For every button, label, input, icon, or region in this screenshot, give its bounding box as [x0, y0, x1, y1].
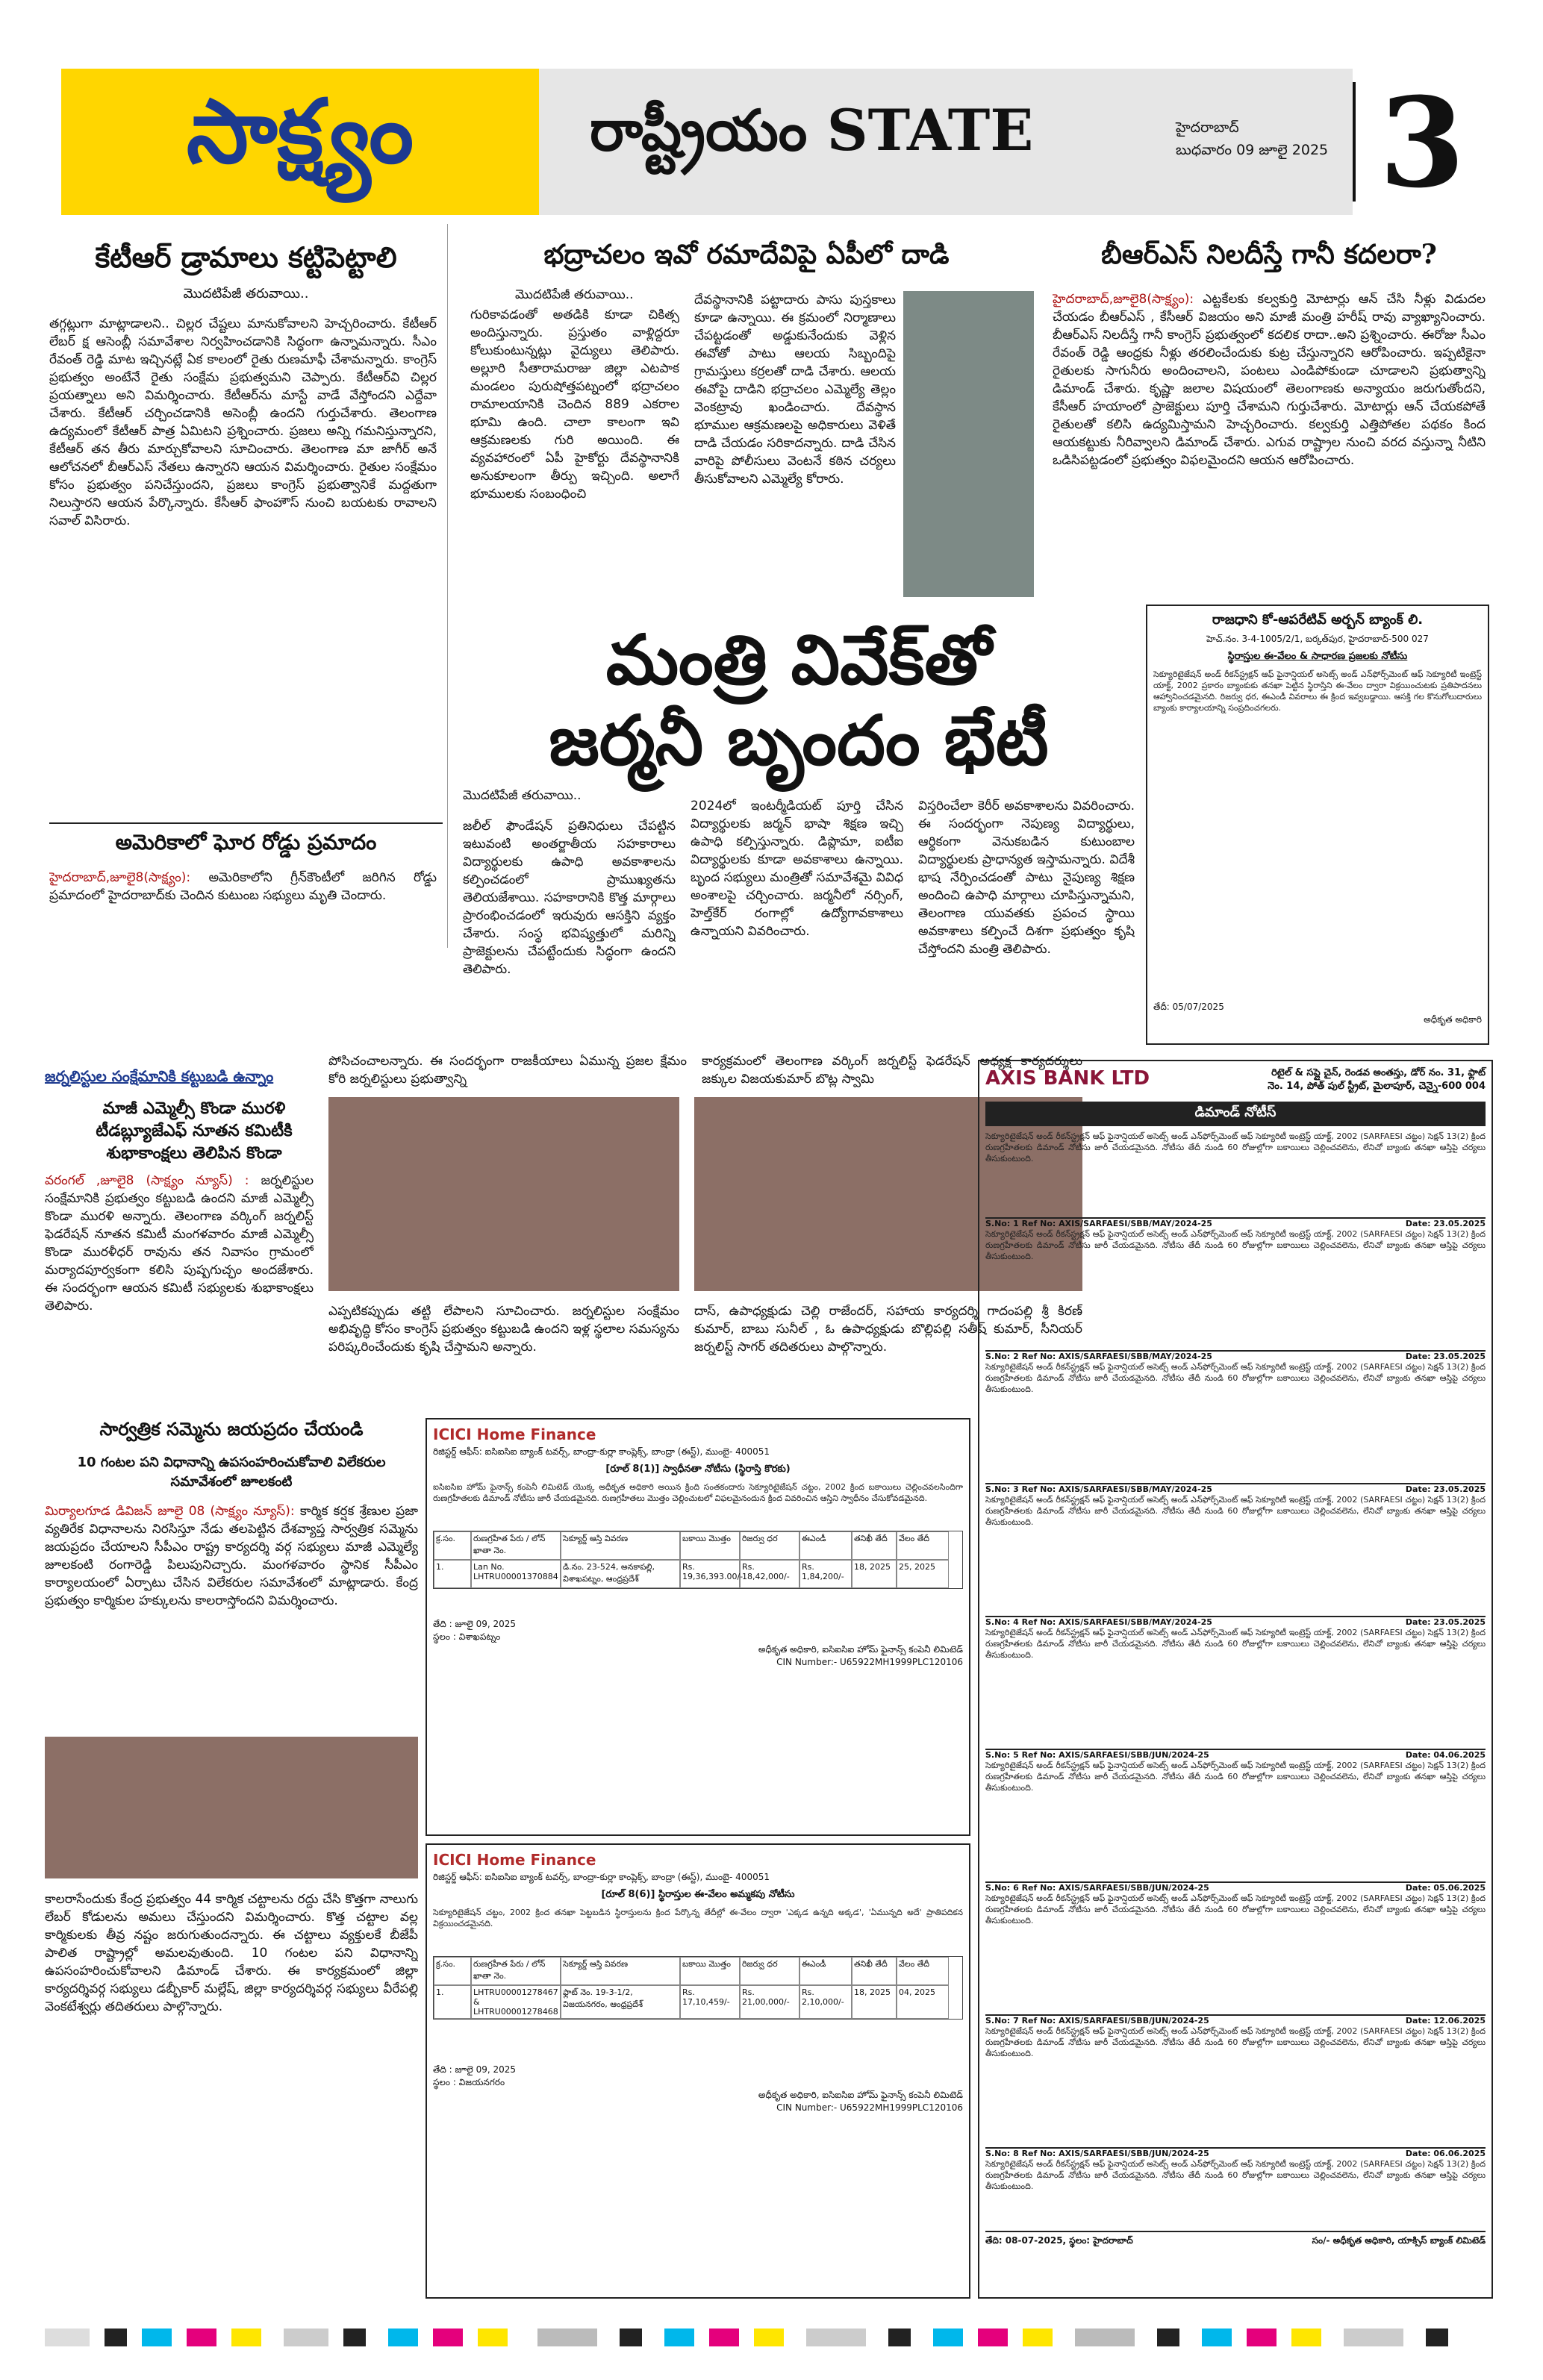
table-cell: డి.నం. 23-524, అనకాపల్లి, విశాఖపట్నం, ఆంధ్రప్రదేశ్	[561, 1560, 680, 1588]
press-meet-photo	[45, 1737, 418, 1878]
table-cell: 1.	[434, 1560, 471, 1588]
edition-date: బుధవారం 09 జూలై 2025	[1176, 142, 1329, 158]
story-strike	[45, 1418, 418, 2299]
headline: మాజీ ఎమ్మెల్సీ కొండా మురళి టీడబ్ల్యూజేఎఫ్ నూతన కమిటీకి శుభాకాంక్షలు తెలిపిన కొండా	[96, 1099, 293, 1163]
ad-icici-2	[426, 1843, 970, 2299]
icici-place: స్థలం : విజయనగరం	[433, 2077, 505, 2087]
table-header: రిజర్వు ధర	[740, 1531, 799, 1560]
entry-body: సెక్యూరిటైజేషన్ అండ్ రీకన్‌స్ట్రక్షన్ ఆఫ్ ఫైనాన్షియల్ అసెట్స్ అండ్ ఎన్‌ఫోర్స్‌మెంట్ ఆఫ్ సెక్యూరిటీ ఇంట్రెస్ట్ యాక్ట్, 2002 (SARFAESI చట్టం) సెక్షన్ 13(2) క్రింద రుణగ్రహీతలకు డిమాండ్ నోటీసు జారీ చేయడమైనది. నోటీసు తేదీ నుండి 60 రోజుల్లోగా బకాయిలు చెల్లించవలెను, లేనిచో బ్యాంకు తనఖా ఆస్తిపై చర్యలు తీసుకుంటుంది.	[985, 1628, 1486, 1660]
table-header: ఈఎండీ	[799, 1957, 852, 1985]
entry-date: Date: 23.05.2025	[1405, 1219, 1486, 1228]
table-cell: Rs. 17,10,459/-	[680, 1985, 740, 2019]
story-ktr	[45, 224, 448, 948]
continued-label: మొదటిపేజీ తరువాయి..	[463, 788, 582, 803]
sub-dateline: హైదరాబాద్,జూలై8(సాక్ష్యం):	[49, 870, 191, 885]
table-cell: ఫ్లాట్ నెం. 19-3-1/2, విజయనగరం, ఆంధ్రప్రదేశ్	[561, 1985, 680, 2019]
icici-table	[433, 1531, 963, 1589]
icici-date: తేది : జూలై 09, 2025	[433, 2064, 517, 2075]
table-header: బకాయి మొత్తం	[680, 1531, 740, 1560]
section-title: రాష్ట్రీయం STATE	[590, 97, 1034, 163]
logo-text: సాక్ష్యం	[186, 79, 414, 183]
icici-office: రిజిస్టర్డ్ ఆఫీస్: ఐసిఐసిఐ బ్యాంక్ టవర్స్, బాంద్రా-కుర్లా కాంప్లెక్స్, బాంద్రా (ఈస్ట్), ముంబై- 400051	[433, 1872, 770, 1882]
table-header: సెక్యూర్డ్ ఆస్తి వివరణ	[561, 1957, 680, 1985]
caption-right: దాస్, ఉపాధ్యక్షుడు చెల్లి రాజేందర్, సహాయ కార్యదర్శి గాదంపల్లి శ్రీ కిరణ్ కుమార్, బాబు సునీల్ , ఓ ఉపాధ్యక్షుడు బొల్లిపల్లి సతీష్ కుమార్, సీనియర్ జర్నలిస్ట్ సాగర్ తదితరులు పాల్గొన్నారు.	[694, 1304, 1082, 1355]
masthead-logo	[61, 69, 539, 215]
notice-body: సెక్యూరిటైజేషన్ అండ్ రీకన్‌స్ట్రక్షన్ ఆఫ్ ఫైనాన్షియల్ అసెట్స్ అండ్ ఎన్‌ఫోర్స్‌మెంట్ ఆఫ్ సెక్యూరిటీ ఇంట్రెస్ట్ యాక్ట్, 2002 ప్రకారం బ్యాంకుకు తనఖా పెట్టిన స్థిరాస్తిని ఈ-వేలం ద్వారా విక్రయించుటకు ప్రతిపాదనలు ఆహ్వానించడమైనది. రిజర్వు ధర, ఈఎండీ వివరాలు ఈ క్రింద ఇవ్వబడ్డాయి. ఆసక్తి గల కొనుగోలుదారులు బ్యాంకు కార్యాలయాన్ని సంప్రదించగలరు.	[1153, 669, 1482, 713]
headline-line-1: మంత్రి వివేక్‌తో	[605, 619, 992, 700]
table-cell: LHTRU00001278467 & LHTRU00001278468	[471, 1985, 561, 2019]
ad-rajadhani-bank	[1146, 605, 1489, 1045]
entry-ref: S.No: 5 Ref No: AXIS/SARFAESI/SBB/JUN/2024-25	[985, 1750, 1209, 1760]
sub-headline: అమెరికాలో ఘోర రోడ్డు ప్రమాదం	[115, 830, 377, 855]
entry-ref: S.No: 4 Ref No: AXIS/SARFAESI/SBB/MAY/2024-25	[985, 1617, 1212, 1627]
icici-cin: CIN Number:- U65922MH1999PLC120106	[776, 2102, 963, 2113]
page-number: 3	[1379, 70, 1465, 215]
table-cell: Lan No. LHTRU00001370884	[471, 1560, 561, 1588]
axis-entry	[985, 1749, 1486, 1881]
top-continuation-2: కార్యక్రమంలో తెలంగాణ వర్కింగ్ జర్నలిస్ట్ ఫెడరేషన్ అధ్యక్ష కార్యదర్శులు జక్కుల విజయకుమార్ బొట్ల స్వామి	[702, 1054, 1082, 1087]
entry-ref: S.No: 7 Ref No: AXIS/SARFAESI/SBB/JUN/2024-25	[985, 2016, 1209, 2026]
entry-body: సెక్యూరిటైజేషన్ అండ్ రీకన్‌స్ట్రక్షన్ ఆఫ్ ఫైనాన్షియల్ అసెట్స్ అండ్ ఎన్‌ఫోర్స్‌మెంట్ ఆఫ్ సెక్యూరిటీ ఇంట్రెస్ట్ యాక్ట్, 2002 (SARFAESI చట్టం) సెక్షన్ 13(2) క్రింద రుణగ్రహీతలకు డిమాండ్ నోటీసు జారీ చేయడమైనది. నోటీసు తేదీ నుండి 60 రోజుల్లోగా బకాయిలు చెల్లించవలెను, లేనిచో బ్యాంకు తనఖా ఆస్తిపై చర్యలు తీసుకుంటుంది.	[985, 2159, 1486, 2191]
axis-footer-sign: సం/- అధీకృత అధికారి, యాక్సిస్ బ్యాంక్ లిమిటెడ్	[1312, 2235, 1486, 2246]
table-header: సెక్యూర్డ్ ఆస్తి వివరణ	[561, 1531, 680, 1560]
axis-entry	[985, 2147, 1486, 2231]
icici-brand: ICICI Home Finance	[433, 1425, 596, 1443]
axis-footer-date: తేది: 08-07-2025, స్థలం: హైదరాబాద్	[985, 2235, 1133, 2246]
icici-signatory: అధీకృత అధికారి, ఐసిఐసిఐ హోమ్ ఫైనాన్స్ కంపెనీ లిమిటెడ్	[758, 2090, 963, 2100]
entry-date: Date: 23.05.2025	[1405, 1617, 1486, 1627]
entry-date: Date: 06.06.2025	[1405, 2149, 1486, 2158]
table-cell: Rs. 2,10,000/-	[799, 1985, 852, 2019]
entry-date: Date: 05.06.2025	[1405, 1883, 1486, 1893]
table-header: క్ర.సం.	[434, 1531, 471, 1560]
icici-body: ఐసిఐసిఐ హోమ్ ఫైనాన్స్ కంపెనీ లిమిటెడ్ యొక్క అధీకృత అధికారి అయిన క్రింది సంతకందారు సెక్యూరిటైజేషన్ చట్టం, 2002 క్రింద బకాయిలు చెల్లించవలసిందిగా రుణగ్రహీతలకు డిమాండ్ నోటీసు జారీ చేయడమైనది. రుణగ్రహీతలు మొత్తం చెల్లించుటలో విఫలమైనందున క్రింద వివరించిన ఆస్తిని స్వాధీనం చేసుకోవడమైనది.	[433, 1482, 963, 1503]
table-header: రిజర్వు ధర	[740, 1957, 799, 1985]
entry-body: సెక్యూరిటైజేషన్ అండ్ రీకన్‌స్ట్రక్షన్ ఆఫ్ ఫైనాన్షియల్ అసెట్స్ అండ్ ఎన్‌ఫోర్స్‌మెంట్ ఆఫ్ సెక్యూరిటీ ఇంట్రెస్ట్ యాక్ట్, 2002 (SARFAESI చట్టం) సెక్షన్ 13(2) క్రింద రుణగ్రహీతలకు డిమాండ్ నోటీసు జారీ చేయడమైనది. నోటీసు తేదీ నుండి 60 రోజుల్లోగా బకాయిలు చెల్లించవలెను, లేనిచో బ్యాంకు తనఖా ఆస్తిపై చర్యలు తీసుకుంటుంది.	[985, 1362, 1486, 1394]
axis-entry	[985, 2014, 1486, 2147]
icici-table	[433, 1956, 963, 2020]
entry-date: Date: 23.05.2025	[1405, 1352, 1486, 1361]
continued-label: మొదటిపేజీ తరువాయి..	[183, 286, 309, 302]
table-header: ఈఎండీ	[799, 1531, 852, 1560]
ad-icici-1	[426, 1418, 970, 1836]
entry-body: సెక్యూరిటైజేషన్ అండ్ రీకన్‌స్ట్రక్షన్ ఆఫ్ ఫైనాన్షియల్ అసెట్స్ అండ్ ఎన్‌ఫోర్స్‌మెంట్ ఆఫ్ సెక్యూరిటీ ఇంట్రెస్ట్ యాక్ట్, 2002 (SARFAESI చట్టం) సెక్షన్ 13(2) క్రింద రుణగ్రహీతలకు డిమాండ్ నోటీసు జారీ చేయడమైనది. నోటీసు తేదీ నుండి 60 రోజుల్లోగా బకాయిలు చెల్లించవలెను, లేనిచో బ్యాంకు తనఖా ఆస్తిపై చర్యలు తీసుకుంటుంది.	[985, 1229, 1486, 1261]
article-body-2: కాలరాసేందుకు కేంద్ర ప్రభుత్వం 44 కార్మిక చట్టాలను రద్దు చేసి కొత్తగా నాలుగు లేబర్ కోడులను అమలు చేస్తుందని విమర్శించారు. కొత్త చట్టాల వల్ల కార్మికులకు తీవ్ర నష్టం జరుగుతుందన్నారు. ఈ చట్టాలు వ్యక్తులకే బీజేపీ పాలిత రాష్ట్రాల్లో అమలవుతుంది. 10 గంటల పని విధానాన్ని ఉపసంహరించుకోవాలని డిమాండ్ చేశారు. ఈ కార్యక్రమంలో జిల్లా కార్యదర్శివర్గ సభ్యులు డబ్బీకార్ మల్లేష్, జిల్లా కార్యదర్శివర్గ సభ్యులు వీరేపల్లి వెంకటేశ్వర్లు తదితరులు పాల్గొన్నారు.	[45, 1892, 418, 2014]
entry-date: Date: 12.06.2025	[1405, 2016, 1486, 2026]
journalists-photo-1	[328, 1097, 679, 1291]
entry-body: సెక్యూరిటైజేషన్ అండ్ రీకన్‌స్ట్రక్షన్ ఆఫ్ ఫైనాన్షియల్ అసెట్స్ అండ్ ఎన్‌ఫోర్స్‌మెంట్ ఆఫ్ సెక్యూరిటీ ఇంట్రెస్ట్ యాక్ట్, 2002 (SARFAESI చట్టం) సెక్షన్ 13(2) క్రింద రుణగ్రహీతలకు డిమాండ్ నోటీసు జారీ చేయడమైనది. నోటీసు తేదీ నుండి 60 రోజుల్లోగా బకాయిలు చెల్లించవలెను, లేనిచో బ్యాంకు తనఖా ఆస్తిపై చర్యలు తీసుకుంటుంది.	[985, 1761, 1486, 1793]
icici-notice: [రూల్ 8(1)] స్వాధీనతా నోటీసు (స్థిరాస్తి కొరకు)	[605, 1464, 791, 1475]
entry-date: Date: 23.05.2025	[1405, 1484, 1486, 1494]
table-cell: 18, 2025	[852, 1560, 897, 1588]
table-header: రుణగ్రహీత పేరు / లోన్ ఖాతా నెం.	[471, 1531, 561, 1560]
icici-office: రిజిస్టర్డ్ ఆఫీస్: ఐసిఐసిఐ బ్యాంక్ టవర్స్, బాంద్రా-కుర్లా కాంప్లెక్స్, బాంద్రా (ఈస్ట్), ముంబై- 400051	[433, 1446, 770, 1457]
column-1: జలీల్ ఫౌండేషన్ ప్రతినిధులు చేపట్టిన ఇటువంటి అంతర్జాతీయ సహకారాలు విద్యార్థులకు ఉపాధి అవకాశాలను కల్పించడంలో ప్రాముఖ్యతను తెలియజేశాయి. సహకారానికి కొత్త మార్గాలు ప్రారంభించడంలో ఇరువురు ఆసక్తిని వ్యక్తం చేశారు. సంస్థ భవిష్యత్తులో మరిన్ని ప్రాజెక్టులను చేపట్టేందుకు సిద్ధంగా ఉందని తెలిపారు.	[463, 819, 676, 977]
axis-notice-title: డిమాండ్ నోటీస్	[985, 1102, 1486, 1126]
icici-body: సెక్యూరిటైజేషన్ చట్టం, 2002 క్రింద తనఖా పెట్టబడిన స్థిరాస్తులను క్రింద పేర్కొన్న తేదీల్లో ఈ-వేలం ద్వారా 'ఎక్కడ ఉన్నది అక్కడ', 'ఏమున్నది అదే' ప్రాతిపదికన విక్రయించడమైనది.	[433, 1908, 963, 1928]
table-cell: 1.	[434, 1985, 471, 2019]
notice-signatory: అధీకృత అధికారి	[1424, 1014, 1482, 1025]
icici-signatory: అధీకృత అధికారి, ఐసిఐసిఐ హోమ్ ఫైనాన్స్ కంపెనీ లిమిటెడ్	[758, 1644, 963, 1655]
entry-date: Date: 04.06.2025	[1405, 1750, 1486, 1760]
top-continuation: పోసిచంచాలన్నారు. ఈ సందర్భంగా రాజకీయాలు ఏమున్న ప్రజల క్షేమం కోరి జర్నలిస్టులు ప్రభుత్వాన్ని	[328, 1054, 687, 1087]
icici-cin: CIN Number:- U65922MH1999PLC120106	[776, 1657, 963, 1667]
axis-entry	[985, 1881, 1486, 2014]
column-1: గురికావడంతో అతడికి కూడా చికిత్స అందిస్తున్నారు. ప్రస్తుతం వాళ్లిద్దరూ కోలుకుంటున్నట్లు వైద్యులు తెలిపారు. అల్లూరి సీతారామరాజు జిల్లా ఎటపాక మండలం పురుషోత్తపట్నంలో భద్రాచలం రామాలయానికి చెందిన 889 ఎకరాల భూమి ఉంది. చాలా కాలంగా ఇవి ఆక్రమణలకు గురి అయింది. ఈ వ్యవహారంలో ఏపీ హైకోర్టు దేవస్థానానికి అనుకూలంగా తీర్పు ఇచ్చింది. అలాగే భూములకు సంబంధించి	[470, 307, 679, 502]
table-cell: 25, 2025	[897, 1560, 949, 1588]
table-cell: Rs. 19,36,393.00/-	[680, 1560, 740, 1588]
headline: కేటీఆర్ డ్రామాలు కట్టిపెట్టాలి	[95, 240, 397, 274]
table-header: తనిఖీ తేదీ	[852, 1531, 897, 1560]
icici-place: స్థలం : విశాఖపట్నం	[433, 1631, 501, 1642]
story-bhadrachalam	[455, 224, 1038, 612]
bank-title: రాజధాని కో-ఆపరేటివ్ అర్బన్ బ్యాంక్ లి.	[1212, 612, 1424, 628]
table-header: వేలం తేదీ	[897, 1531, 949, 1560]
sub-body: అమెరికాలోని గ్రీన్‌కౌంటీలో జరిగిన రోడ్డు ప్రమాదంలో హైదరాబాద్‌కు చెందిన కుటుంబ సభ్యులు మృతి చెందారు.	[49, 870, 437, 903]
axis-brand: AXIS BANK LTD	[985, 1067, 1150, 1090]
entry-ref: S.No: 3 Ref No: AXIS/SARFAESI/SBB/MAY/2024-25	[985, 1484, 1212, 1494]
axis-entry	[985, 1616, 1486, 1749]
dateline: మిర్యాలగూడ డివిజన్ జూలై 08 (సాక్ష్యం న్యూస్):	[45, 1504, 295, 1519]
axis-body: సెక్యూరిటైజేషన్ అండ్ రీకన్‌స్ట్రక్షన్ ఆఫ్ ఫైనాన్షియల్ అసెట్స్ అండ్ ఎన్‌ఫోర్స్‌మెంట్ ఆఫ్ సెక్యూరిటీ ఇంట్రెస్ట్ యాక్ట్, 2002 (SARFAESI చట్టం) సెక్షన్ 13(2) క్రింద రుణగ్రహీతలకు డిమాండ్ నోటీసు జారీ చేయడమైనది. నోటీసు తేదీ నుండి 60 రోజుల్లోగా బకాయిలు చెల్లించవలెను, లేనిచో బ్యాంకు తనఖా ఆస్తిపై చర్యలు తీసుకుంటుంది.	[985, 1131, 1486, 1164]
entry-ref: S.No: 1 Ref No: AXIS/SARFAESI/SBB/MAY/2024-25	[985, 1219, 1212, 1228]
caption-left: ఎప్పటికప్పుడు తట్టి లేపాలని సూచించారు. జర్నలిస్టుల సంక్షేమం అభివృద్ధి కోసం కాంగ్రెస్ ప్రభుత్వం కట్టుబడి ఉందని ఇళ్ల స్థలాల సమస్యను పరిష్కరించేందుకు కృషి చేస్తామని అన్నారు.	[328, 1304, 679, 1355]
crowd-photo	[903, 291, 1034, 597]
headline: బీఆర్ఎస్ నిలదీస్తే గానీ కదలరా?	[1101, 239, 1437, 270]
table-header: రుణగ్రహీత పేరు / లోన్ ఖాతా నెం.	[471, 1957, 561, 1985]
notice-title: స్థిరాస్తుల ఈ-వేలం & సాధారణ ప్రజలకు నోటీసు	[1227, 651, 1408, 662]
table-header: తనిఖీ తేదీ	[852, 1957, 897, 1985]
sub-headline: 10 గంటల పని విధానాన్ని ఉపసంహరించుకోవాలి విలేకరుల సమావేశంలో జూలకంటి	[77, 1455, 386, 1490]
table-header: బకాయి మొత్తం	[680, 1957, 740, 1985]
column-2: దేవస్థానానికి పట్టాదారు పాసు పుస్తకాలు కూడా ఉన్నాయి. ఈ క్రమంలో నిర్మాణాలు చేపట్టడంతో అడ్డుకునేందుకు వెళ్లిన ఈవోతో పాటు ఆలయ సిబ్బందిపై గ్రామస్తులు కర్రలతో దాడి చేశారు. ఆలయ ఈవోపై దాడిని భద్రాచలం ఎమ్మెల్యే తెల్లం వెంకట్రావు ఖండించారు. దేవస్థాన భూముల ఆక్రమణలపై అధికారులు వెళితే దాడి చేయడం సరికాదన్నారు. దాడి చేసిన వారిపై పోలీసులు వెంటనే కఠిన చర్యలు తీసుకోవాలని ఎమ్మెల్యే కోరారు.	[694, 293, 896, 487]
story-journalists	[45, 1052, 1090, 1411]
story-vivek	[455, 619, 1142, 1045]
axis-branch: రిటైల్ & సప్లై చైన్, రెండవ అంతస్తు, డోర్ నం. 31, ఫ్లాట్ నెం. 14, పోత్ పుల్ స్ట్రీట్, మైలాపూర్, చెన్నై-600 004	[1268, 1067, 1486, 1092]
notice-date: తేదీ: 05/07/2025	[1153, 1002, 1224, 1012]
column-3: విస్తరించేలా కెరీర్ అవకాశాలను వివరించారు. ఈ సందర్భంగా నెపుణ్య విద్యార్థులు, ఆర్థికంగా వెనుకబడిన కుటుంబాల విద్యార్థులకు ప్రాధాన్యత ఇస్తామన్నారు. విదేశీ భాష నేర్పించడంతో పాటు నైపుణ్య శిక్షణ అందించి ఉపాధి మార్గాలు చూపిస్తున్నామని, తెలంగాణ యువతకు ప్రపంచ స్థాయి అవకాశాలు కల్పించే దిశగా ప్రభుత్వం కృషి చేస్తోందని మంత్రి తెలిపారు.	[918, 799, 1135, 957]
entry-body: సెక్యూరిటైజేషన్ అండ్ రీకన్‌స్ట్రక్షన్ ఆఫ్ ఫైనాన్షియల్ అసెట్స్ అండ్ ఎన్‌ఫోర్స్‌మెంట్ ఆఫ్ సెక్యూరిటీ ఇంట్రెస్ట్ యాక్ట్, 2002 (SARFAESI చట్టం) సెక్షన్ 13(2) క్రింద రుణగ్రహీతలకు డిమాండ్ నోటీసు జారీ చేయడమైనది. నోటీసు తేదీ నుండి 60 రోజుల్లోగా బకాయిలు చెల్లించవలెను, లేనిచో బ్యాంకు తనఖా ఆస్తిపై చర్యలు తీసుకుంటుంది.	[985, 1495, 1486, 1527]
icici-date: తేది : జూలై 09, 2025	[433, 1619, 517, 1629]
table-cell: Rs. 18,42,000/-	[740, 1560, 799, 1588]
axis-entry	[985, 1483, 1486, 1616]
table-cell: 04, 2025	[897, 1985, 949, 2019]
table-cell: Rs. 1,84,200/-	[799, 1560, 852, 1588]
headline: భద్రాచలం ఇవో రమాదేవిపై ఏపీలో దాడి	[543, 239, 950, 270]
table-header: క్ర.సం.	[434, 1957, 471, 1985]
axis-entry	[985, 1350, 1486, 1483]
headline: సార్వత్రిక సమ్మెను జయప్రదం చేయండి	[99, 1418, 364, 1440]
print-registration-strip	[45, 2329, 1500, 2346]
icici-brand: ICICI Home Finance	[433, 1851, 596, 1869]
kicker: జర్నలిస్టుల సంక్షేమానికి కట్టుబడి ఉన్నాం	[45, 1067, 274, 1085]
article-body: ఎట్టకేలకు కల్వకుర్తి మోటార్లు ఆన్ చేసి నీళ్లు విడుదల చేయడం బీఆర్ఎస్ , కేసీఆర్ విజయం అని మాజీ మంత్రి హరీష్ రావు వ్యాఖ్యానించారు. బీఆర్ఎస్ నిలదీస్తే గానీ కాంగ్రెస్ ప్రభుత్వంలో కదలిక రాదా..అని ప్రశ్నించారు. ఈరోజు సీఎం రేవంత్ రెడ్డి ఆంధ్రకు నీళ్లు తరలించేందుకు కుట్ర చేస్తున్నారని ఆరోపించారు. ఇప్పటికైనా రైతులకు సాగునీరు అందించాలని, పంటలు ఎండిపోకుండా చూడాలని ప్రభుత్వాన్ని డిమాండ్ చేశారు. కృష్ణా జలాల విషయంలో తెలంగాణకు అన్యాయం జరుగుతోందని, కేసీఆర్ హయాంలో ప్రాజెక్టులు పూర్తి చేశామని గుర్తుచేశారు. మోటార్లు ఆన్ చేయకపోతే రైతులతో కలిసి ఉద్యమిస్తామని హెచ్చరించారు. కల్వకుర్తి ఎత్తిపోతల పథకం కింద ఆయకట్టుకు నీరివ్వాలని డిమాండ్ చేశారు. ఎగువ రాష్ట్రాల నుంచి వరద వస్తున్నా నీటిని ఒడిసిపట్టడంలో ప్రభుత్వం విఫలమైందని ఆయన ఆరోపించారు.	[1053, 292, 1486, 468]
article-body: కార్మిక కర్షక శ్రేణుల ప్రజా వ్యతిరేక విధానాలను నిరసిస్తూ నేడు తలపెట్టిన దేశవ్యాప్త సార్వత్రిక సమ్మెను జయప్రదం చేయాలని సీపీఎం రాష్ట్ర కార్యదర్శి వర్గ సభ్యులు మాజీ ఎమ్మెల్యే జూలకంటి రంగారెడ్డి పిలుపునిచ్చారు. మంగళవారం స్థానిక సీపీఎం కార్యాలయంలో ఏర్పాటు చేసిన విలేకరుల సమావేశంలో మాట్లాడారు. కేంద్ర ప్రభుత్వం కార్మికుల హక్కులను కాలరాస్తోందని విమర్శించారు.	[45, 1504, 418, 1608]
entry-ref: S.No: 8 Ref No: AXIS/SARFAESI/SBB/JUN/2024-25	[985, 2149, 1209, 2158]
entry-ref: S.No: 6 Ref No: AXIS/SARFAESI/SBB/JUN/2024-25	[985, 1883, 1209, 1893]
entry-body: సెక్యూరిటైజేషన్ అండ్ రీకన్‌స్ట్రక్షన్ ఆఫ్ ఫైనాన్షియల్ అసెట్స్ అండ్ ఎన్‌ఫోర్స్‌మెంట్ ఆఫ్ సెక్యూరిటీ ఇంట్రెస్ట్ యాక్ట్, 2002 (SARFAESI చట్టం) సెక్షన్ 13(2) క్రింద రుణగ్రహీతలకు డిమాండ్ నోటీసు జారీ చేయడమైనది. నోటీసు తేదీ నుండి 60 రోజుల్లోగా బకాయిలు చెల్లించవలెను, లేనిచో బ్యాంకు తనఖా ఆస్తిపై చర్యలు తీసుకుంటుంది.	[985, 1893, 1486, 1925]
table-header: వేలం తేదీ	[897, 1957, 949, 1985]
dateline: హైదరాబాద్,జూలై8(సాక్ష్యం):	[1053, 292, 1194, 307]
icici-notice: [రూల్ 8(6)] స్థిరాస్తుల ఈ-వేలం అమ్మకపు నోటీసు	[601, 1889, 795, 1900]
edition-city: హైదరాబాద్	[1176, 119, 1239, 136]
ad-axis-bank	[978, 1060, 1493, 2299]
axis-entry	[985, 1217, 1486, 1350]
headline-line-2: జర్మనీ బృందం భేటీ	[549, 700, 1049, 781]
article-body: తగ్గట్లుగా మాట్లాడాలని.. చిల్లర చేష్టలు మానుకోవాలని హెచ్చరించారు. కేటీఆర్ లేబర్ క్ష ఆసెంబ్లీ సమావేశాల నిర్వహించడానికి సిద్ధంగా ఉన్నామన్నారు. సీఎం రేవంత్ రెడ్డి మాట ఇచ్చినట్లే ఏక కాలంలో రైతు రుణమాఫీ చేశామన్నారు. కాంగ్రెస్ ప్రభుత్వం అంటేనే రైతు సంక్షేమ ప్రభుత్వమని చెప్పారు. కేటీఆర్‌వి చిల్లర ప్రయత్నాలు అని విమర్శించారు. కేటీఆర్‌ను మాస్టే వాడే వేస్తోందని ఎద్దేవా చేశారు. కేటీఆర్ చర్చించడానికి అసెంబ్లీ ఉందని గుర్తుచేశారు. తెలంగాణ ఉద్యమంలో కేటీఆర్ పాత్ర ఏమిటని ప్రశ్నించారు. ప్రజలు అన్ని గమనిస్తున్నారని, కేటీఆర్ తన తీరు మార్చుకోవాలని సూచించారు. తెలంగాణ మా జాగీర్ అనే ఆలోచనలో బీఆర్ఎస్ నేతలు ఉన్నారని ఆయన విమర్శించారు. రైతుల సంక్షేమం కోసం ప్రభుత్వం పనిచేస్తుందని, ప్రజలు కాంగ్రెస్ ప్రభుత్వానికే మద్దతుగా నిలుస్తారని ఆయన పేర్కొన్నారు. కేసీఆర్ ఫాంహౌస్ నుంచి బయటకు రావాలని సవాల్ విసిరారు.	[49, 316, 437, 528]
article-body: జర్నలిస్టుల సంక్షేమానికి ప్రభుత్వం కట్టుబడి ఉందని మాజీ ఎమ్మెల్సీ కొండా మురళి అన్నారు. తెలంగాణ వర్కింగ్ జర్నలిస్ట్ ఫెడరేషన్ నూతన కమిటీ మంగళవారం మాజీ ఎమ్మెల్సీ కొండా మురళీధర్ రావును తన నివాసం గ్రామంలో మర్యాదపూర్వకంగా కలిసి పుష్పగుచ్ఛం అందజేశారు. ఈ సందర్భంగా ఆయన కమిటీ సభ్యులకు శుభాకాంక్షలు తెలిపారు.	[45, 1173, 314, 1314]
column-2: 2024లో ఇంటర్మీడియట్ పూర్తి చేసిన విద్యార్థులకు జర్మన్ భాషా శిక్షణ ఇచ్చి ఉపాధి కల్పిస్తున్నారు. డిప్లొమా, ఐటీఐ విద్యార్థులకు కూడా అవకాశాలు ఉన్నాయి. బృంద సభ్యులు మంత్రితో సమావేశమై వివిధ అంశాలపై చర్చించారు. జర్మనీలో నర్సింగ్, హెల్త్‌కేర్ రంగాల్లో ఉద్యోగావకాశాలు ఉన్నాయని వివరించారు.	[691, 799, 903, 939]
continued-label: మొదటిపేజీ తరువాయి..	[515, 287, 634, 302]
story-brs	[1045, 224, 1493, 597]
dateline: వరంగల్ ,జూలై8 (సాక్ష్యం న్యూస్) :	[45, 1173, 249, 1188]
masthead-divider	[1353, 82, 1356, 202]
bank-address: హెచ్.నం. 3-4-1005/2/1, బర్కత్‌పుర, హైదరాబాద్-500 027	[1206, 634, 1429, 644]
entry-body: సెక్యూరిటైజేషన్ అండ్ రీకన్‌స్ట్రక్షన్ ఆఫ్ ఫైనాన్షియల్ అసెట్స్ అండ్ ఎన్‌ఫోర్స్‌మెంట్ ఆఫ్ సెక్యూరిటీ ఇంట్రెస్ట్ యాక్ట్, 2002 (SARFAESI చట్టం) సెక్షన్ 13(2) క్రింద రుణగ్రహీతలకు డిమాండ్ నోటీసు జారీ చేయడమైనది. నోటీసు తేదీ నుండి 60 రోజుల్లోగా బకాయిలు చెల్లించవలెను, లేనిచో బ్యాంకు తనఖా ఆస్తిపై చర్యలు తీసుకుంటుంది.	[985, 2026, 1486, 2058]
table-cell: 18, 2025	[852, 1985, 897, 2019]
table-cell: Rs. 21,00,000/-	[740, 1985, 799, 2019]
entry-ref: S.No: 2 Ref No: AXIS/SARFAESI/SBB/MAY/2024-25	[985, 1352, 1212, 1361]
